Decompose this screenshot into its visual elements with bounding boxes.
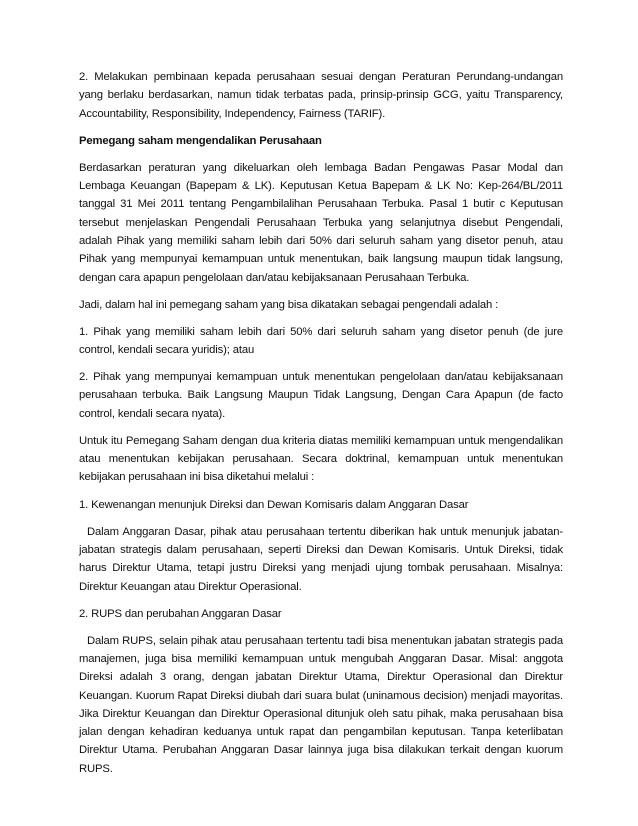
list-item-de-jure: 1. Pihak yang memiliki saham lebih dari 50% dari seluruh saham yang disetor penuh (de jure control, kendali secara yuridis); atau <box>79 325 563 357</box>
paragraph-articles-of-association: Dalam Anggaran Dasar, pihak atau perusahaan tertentu diberikan hak untuk menunjuk jabatan-jabatan strategis dalam perusahaan, seperti Direksi dan Dewan Komisaris. Untuk Direksi, tidak harus Direktur Utama, tetapi justru Direksi yang menjadi ujung tombak perusahaan. Misalnya: Direktur Keuangan atau Direktur Operasional. <box>79 525 563 593</box>
paragraph-doctrinal: Untuk itu Pemegang Saham dengan dua kriteria diatas memiliki kemampuan untuk mengendalikan atau menentukan kebijakan perusahaan. Secara doktrinal, kemampuan untuk menentukan kebijakan perusahaan ini bisa diketahui melalui : <box>79 434 563 484</box>
list-item-de-facto: 2. Pihak yang mempunyai kemampuan untuk menentukan pengelolaan dan/atau kebijaksanaan perusahaan terbuka. Baik Langsung Maupun Tidak Langsung, Dengan Cara Apapun (de facto control, kendali secara nyata). <box>79 371 563 420</box>
subheading-rups: 2. RUPS dan perubahan Anggaran Dasar <box>79 607 282 620</box>
paragraph-gcg-principles: 2. Melakukan pembinaan kepada perusahaan sesuai dengan Peraturan Perundang-undangan yang berlaku berdasarkan, namun tidak terbatas pada, prinsip-prinsip GCG, yaitu Transparency, Accountability, Responsibility, Independency, Fairness (TARIF). <box>79 71 563 120</box>
paragraph-regulation: Berdasarkan peraturan yang dikeluarkan oleh lembaga Badan Pengawas Pasar Modal dan Lembaga Keuangan (Bapepam & LK). Keputusan Ketua Bapepam & LK No: Kep-264/BL/2011 tanggal 31 Mei 2011 tentang Pengambilalihan Perusahaan Terbuka. Pasal 1 butir c Keputusan tersebut menjelaskan Pengendali Perusahaan Terbuka yang selanjutnya disebut Pengendali, adalah Pihak yang memiliki saham lebih dari 50% dari seluruh saham yang disetor penuh, atau Pihak yang mempunyai kemampuan untuk menentukan, baik langsung maupun tidak langsung, dengan cara apapun pengelolaan dan/atau kebijaksanaan Perusahaan Terbuka. <box>79 161 563 284</box>
section-heading: Pemegang saham mengendalikan Perusahaan <box>79 134 322 147</box>
document-page <box>79 68 563 787</box>
subheading-appointment-authority: 1. Kewenangan menunjuk Direksi dan Dewan Komisaris dalam Anggaran Dasar <box>79 498 469 511</box>
paragraph-rups: Dalam RUPS, selain pihak atau perusahaan tertentu tadi bisa menentukan jabatan strategis pada manajemen, juga bisa memiliki kemampuan untuk mengubah Anggaran Dasar. Misal: anggota Direksi adalah 3 orang, dengan jabatan Direktur Utama, Direktur Operasional dan Direktur Keuangan. Kuorum Rapat Direksi diubah dari suara bulat (uninamous decision) menjadi mayoritas. Jika Direktur Keuangan dan Direktur Operasional ditunjuk oleh satu pihak, maka perusahaan bisa jalan dengan kehadiran keduanya untuk rapat dan pengambilan keputusan. Tanpa keterlibatan Direktur Utama. Perubahan Anggaran Dasar lainnya juga bisa dilakukan terkait dengan kuorum RUPS. <box>79 634 563 775</box>
paragraph-controller-intro: Jadi, dalam hal ini pemegang saham yang bisa dikatakan sebagai pengendali adalah : <box>79 298 499 311</box>
